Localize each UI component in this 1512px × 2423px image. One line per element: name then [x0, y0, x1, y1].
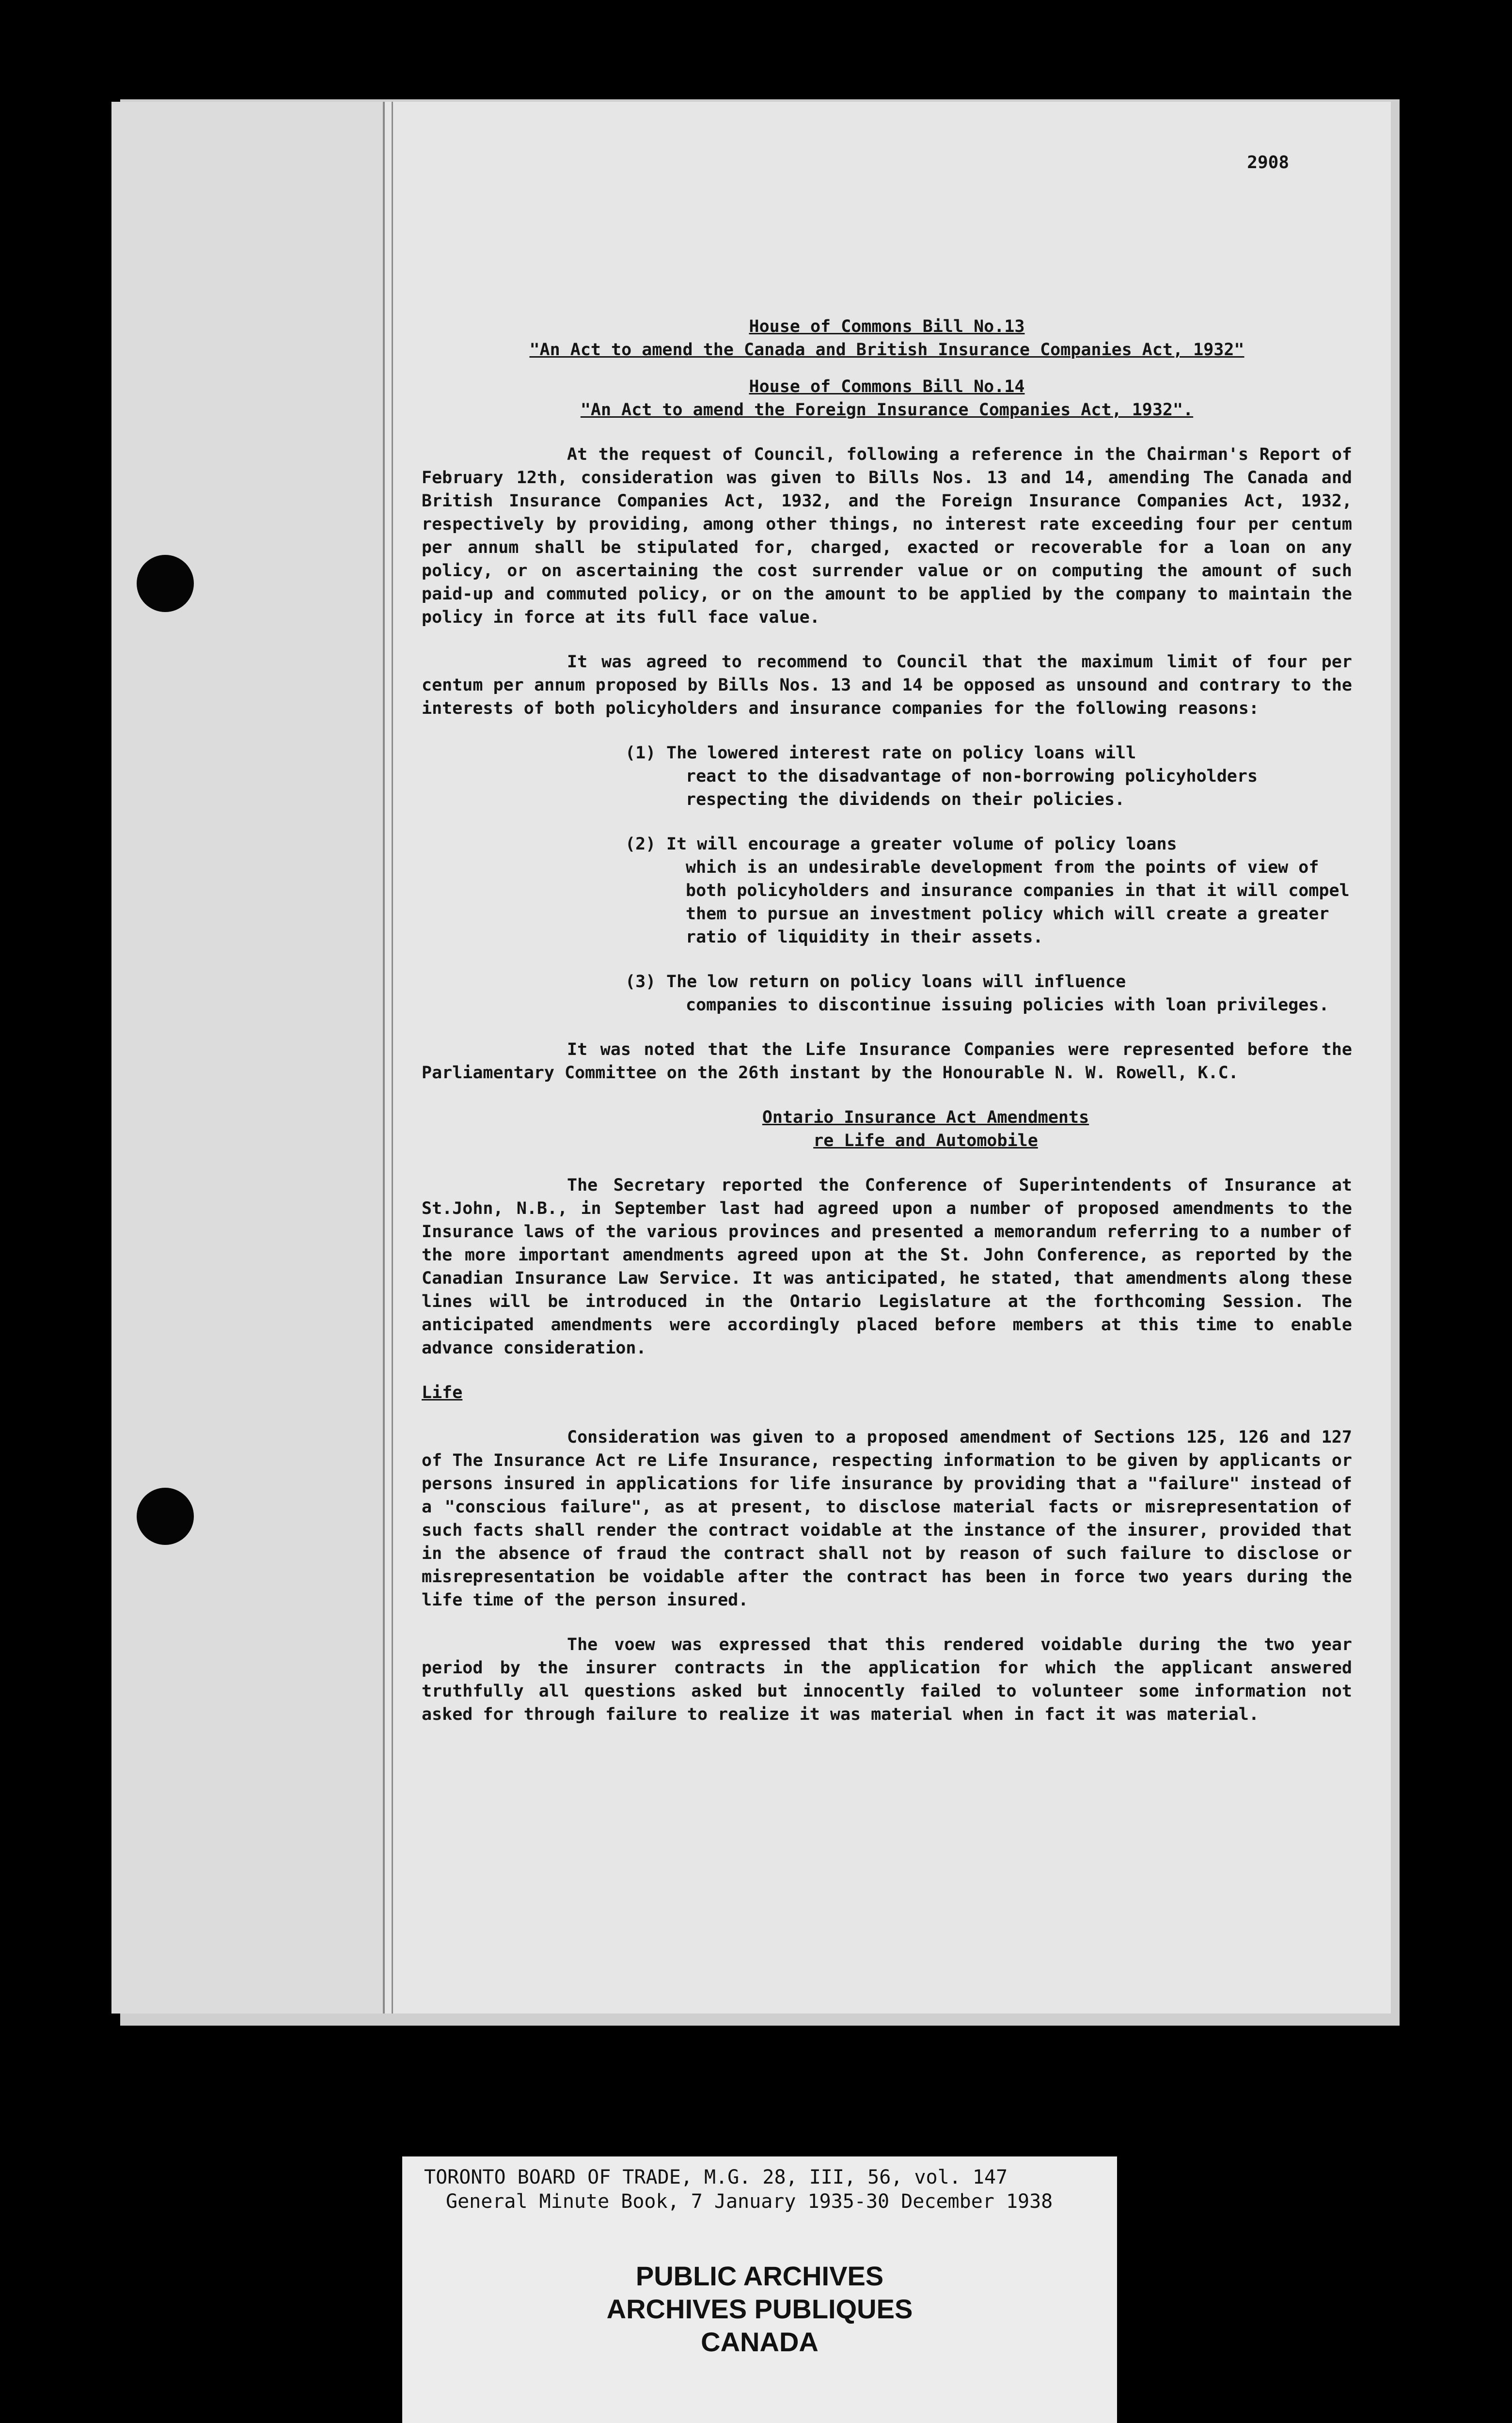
left-margin-strip [111, 102, 383, 2014]
paragraph-life-companies-represented: It was noted that the Life Insurance Companies were represented before the Parliamentary Committee on the 26th instant by the Honourable N. W. Rowell, K.C. [422, 1040, 1352, 1083]
archive-description: General Minute Book, 7 January 1935-30 December 1938 [446, 2190, 1053, 2213]
margin-line [383, 102, 385, 2014]
heading-ontario-amendments: Ontario Insurance Act Amendments re Life and Automobile [762, 1108, 1089, 1150]
margin-line-2 [392, 102, 393, 2014]
archive-institution-fr: ARCHIVES PUBLIQUES [606, 2294, 913, 2324]
page-number: 2908 [1247, 153, 1289, 173]
subheading-life: Life [422, 1383, 463, 1402]
paragraph-secretary-reported: The Secretary reported the Conference of Superintendents of Insurance at St.John, N.B., in September last had agreed upon a number of proposed amendments to the Insurance laws of the various provinces and presented a memorandum referring to a number of the more important amendments agreed upon at the St. John Conference, as reported by the Canadian Insurance Law Service. It was anticipated, he stated, that amendments along these lines will be introduced in the Ontario Legislature at the forthcoming Session. The anticipated amendments were accordingly placed before members at this time to enable advance consideration. [422, 1176, 1352, 1358]
punch-hole-top [137, 555, 194, 612]
paragraph-view-expressed: The voew was expressed that this rendered voidable during the two year period by the insurer contracts in the application for which the applicant answered truthfully all questions asked but innocently failed to volunteer some information not asked for through failure to realize it was material when in fact it was material. [422, 1635, 1352, 1724]
punch-hole-bottom [137, 1488, 194, 1545]
heading-bill-13: House of Commons Bill No.13 "An Act to amend the Canada and British Insurance Companies Act, 1932" [529, 317, 1244, 360]
list-item: (3) The low return on policy loans will influence companies to discontinue issuing policies with loan privileges. [625, 972, 1329, 1015]
list-item: (1) The lowered interest rate on policy loans will react to the disadvantage of non-borrowing policyholders respecting the dividends on their policies. [625, 743, 1258, 809]
archive-institution-en: PUBLIC ARCHIVES [635, 2261, 884, 2291]
reasons-list [625, 741, 1352, 1017]
list-item: (2) It will encourage a greater volume of policy loans which is an undesirable development from the points of view of both policyholders and insurance companies in that it will compel them to pursue an investment policy which will create a greater ratio of liquidity in their assets. [625, 834, 1350, 947]
archive-label [402, 2156, 1117, 2423]
archive-reference: TORONTO BOARD OF TRADE, M.G. 28, III, 56, vol. 147 [424, 2166, 1008, 2188]
paragraph-request-of-council: At the request of Council, following a reference in the Chairman's Report of February 12th, consideration was given to Bills Nos. 13 and 14, amending The Canada and British Insurance Companies Act, 1932, and the Foreign Insurance Companies Act, 1932, respectively by providing, among other things, no interest rate exceeding four per centum per annum shall be stipulated for, charged, exacted or recoverable for a loan on any policy, or on ascertaining the cost surrender value or on computing the amount of such paid-up and commuted policy, or on the amount to be applied by the company to maintain the policy in force at its full face value. [422, 445, 1352, 627]
paragraph-agreed-to-recommend: It was agreed to recommend to Council that the maximum limit of four per centum per annum proposed by Bills Nos. 13 and 14 be opposed as unsound and contrary to the interests of both policyholders and insurance companies for the following reasons: [422, 652, 1352, 718]
paragraph-consideration-sections: Consideration was given to a proposed amendment of Sections 125, 126 and 127 of The Insurance Act re Life Insurance, respecting information to be given by applicants or persons insured in applications for life insurance by providing that a "failure" instead of a "conscious failure", as at present, to disclose material facts or misrepresentation of such facts shall render the contract voidable at the instance of the insurer, provided that in the absence of fraud the contract shall not by reason of such failure to disclose or misrepresentation be voidable after the contract has been in force two years during the life time of the person insured. [422, 1428, 1352, 1610]
document-page [111, 102, 1391, 2014]
heading-bill-14: House of Commons Bill No.14 "An Act to amend the Foreign Insurance Companies Act, 1932". [580, 377, 1194, 420]
document-body [422, 141, 1352, 1726]
archive-country: CANADA [701, 2327, 819, 2357]
